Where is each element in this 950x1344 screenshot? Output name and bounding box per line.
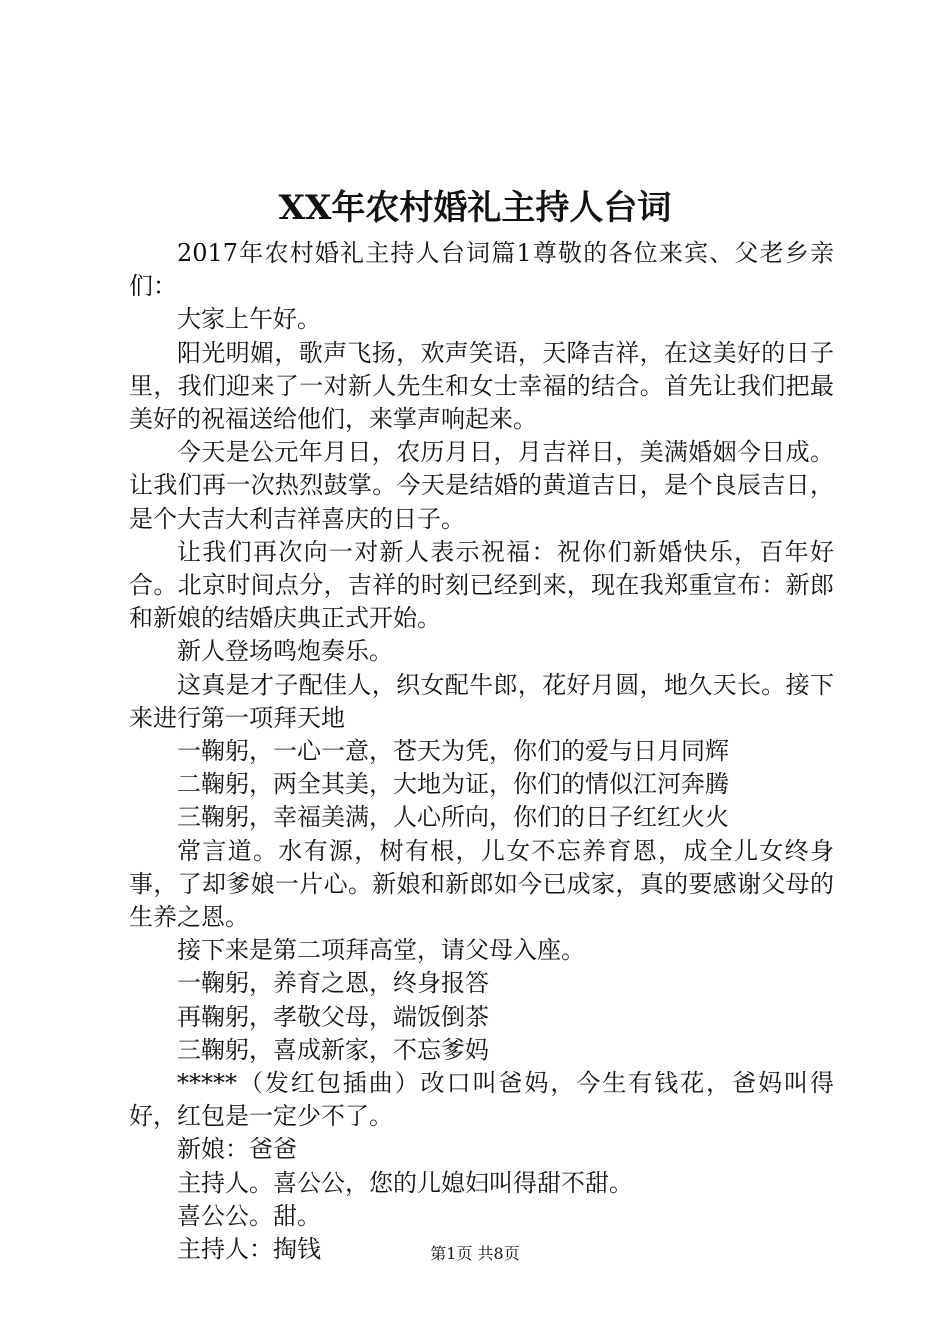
paragraph: 新娘：爸爸 xyxy=(177,1135,297,1164)
paragraph: 一鞠躬，养育之恩，终身报答 xyxy=(177,969,489,998)
paragraph: 主持人。喜公公，您的儿媳妇叫得甜不甜。 xyxy=(177,1168,633,1197)
paragraph: 让我们再次向一对新人表示祝福：祝你们新婚快乐，百年好合。北京时间点分，吉祥的时刻已经到来，现在我郑重宣布：新郎和新娘的结婚庆典正式开始。 xyxy=(129,537,834,633)
paragraph: 一鞠躬，一心一意，苍天为凭，你们的爱与日月同辉 xyxy=(177,737,729,766)
paragraph: 这真是才子配佳人，织女配牛郎，花好月圆，地久天长。接下来进行第一项拜天地 xyxy=(129,670,834,732)
paragraph: *****（发红包插曲）改口叫爸妈，今生有钱花，爸妈叫得好，红包是一定少不了。 xyxy=(129,1069,834,1131)
paragraph: 主持人：掏钱 xyxy=(177,1235,321,1264)
paragraph: 今天是公元年月日，农历月日，月吉祥日，美满婚姻今日成。让我们再一次热烈鼓掌。今天是结婚的黄道吉日，是个良辰吉日，是个大吉大利吉祥喜庆的日子。 xyxy=(129,438,834,533)
paragraph: 二鞠躬，两全其美，大地为证，你们的情似江河奔腾 xyxy=(177,770,729,799)
paragraph: 喜公公。甜。 xyxy=(177,1201,321,1230)
paragraph: 再鞠躬，孝敬父母，端饭倒茶 xyxy=(177,1002,489,1031)
paragraph: 三鞠躬，喜成新家，不忘爹妈 xyxy=(177,1035,489,1064)
paragraph: 大家上午好。 xyxy=(177,305,321,334)
paragraph: 三鞠躬，幸福美满，人心所向，你们的日子红红火火 xyxy=(177,803,729,832)
document-title: XX年农村婚礼主持人台词 xyxy=(278,188,672,228)
paragraph: 阳光明媚，歌声飞扬，欢声笑语，天降吉祥，在这美好的日子里，我们迎来了一对新人先生和女士幸福的结合。首先让我们把最美好的祝福送给他们，来掌声响起来。 xyxy=(129,338,834,434)
paragraph: 常言道。水有源，树有根，儿女不忘养育恩，成全儿女终身事，了却爹娘一片心。新娘和新郎如今已成家，真的要感谢父母的生养之恩。 xyxy=(129,836,834,932)
paragraph: 接下来是第二项拜高堂，请父母入座。 xyxy=(177,936,585,965)
document-body xyxy=(129,237,834,1266)
page-footer: 第1页 共8页 xyxy=(430,1244,520,1263)
paragraph: 新人登场鸣炮奏乐。 xyxy=(177,637,393,666)
paragraph: 2017年农村婚礼主持人台词篇1尊敬的各位来宾、父老乡亲们： xyxy=(129,239,834,301)
